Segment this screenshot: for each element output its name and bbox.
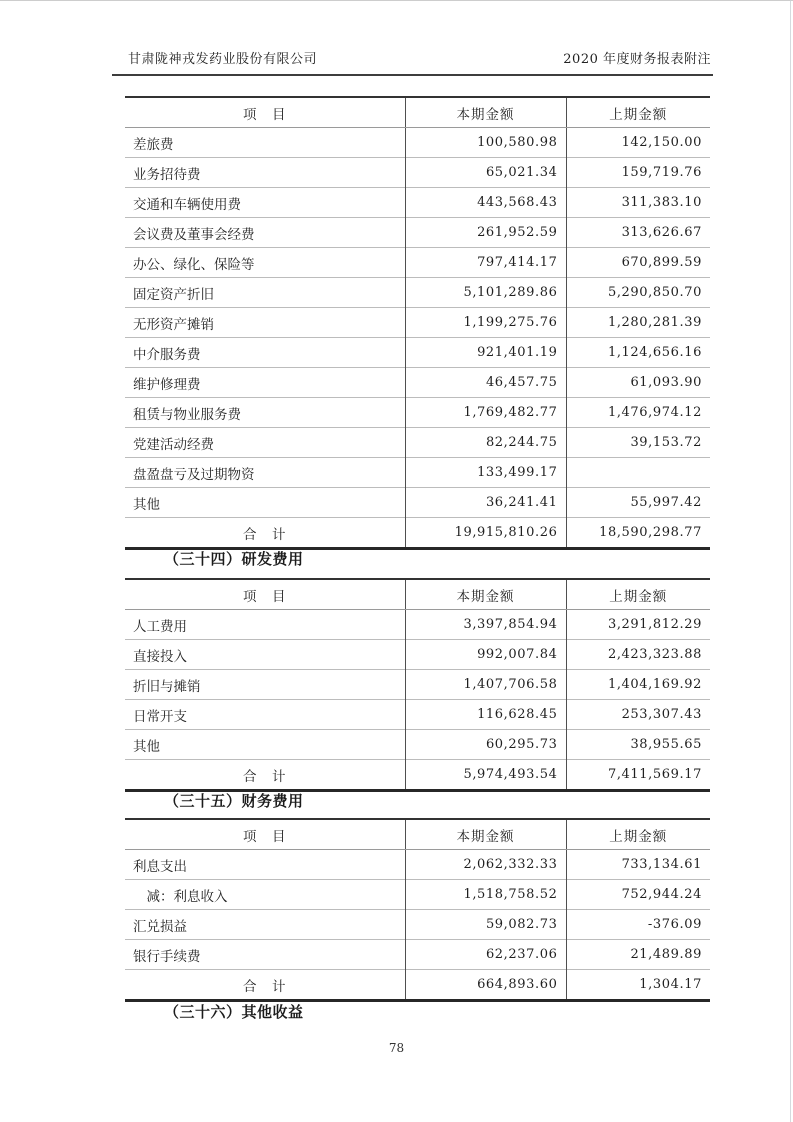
amount-current-cell: 921,401.19 (405, 338, 566, 368)
item-cell: 固定资产折旧 (125, 278, 405, 308)
item-cell: 其他 (125, 488, 405, 518)
amount-current-cell: 82,244.75 (405, 428, 566, 458)
amount-prior-cell: 752,944.24 (566, 880, 710, 910)
amount-prior-cell: 159,719.76 (566, 158, 710, 188)
table-row (125, 610, 710, 640)
amount-prior-cell: 142,150.00 (566, 128, 710, 158)
amount-prior-cell: 670,899.59 (566, 248, 710, 278)
total-label-cell: 合 计 (125, 518, 405, 549)
page-number: 78 (388, 1041, 405, 1055)
table-row (125, 700, 710, 730)
amount-current-cell: 36,241.41 (405, 488, 566, 518)
amount-prior-cell: 1,304.17 (566, 970, 710, 1001)
report-note-title: 2020 年度财务报表附注 (563, 52, 711, 67)
table-row (125, 910, 710, 940)
table-row (125, 458, 710, 488)
amount-current-cell: 1,518,758.52 (405, 880, 566, 910)
amount-prior-cell: 21,489.89 (566, 940, 710, 970)
amount-current-cell: 5,101,289.86 (405, 278, 566, 308)
amount-current-cell: 100,580.98 (405, 128, 566, 158)
column-header: 项 目 (125, 579, 405, 610)
section-heading-other-income: （三十六）其他收益 (164, 1003, 304, 1021)
item-cell: 汇兑损益 (125, 910, 405, 940)
table-row (125, 218, 710, 248)
amount-current-cell: 5,974,493.54 (405, 760, 566, 791)
table-row (125, 158, 710, 188)
item-cell: 中介服务费 (125, 338, 405, 368)
item-cell: 日常开支 (125, 700, 405, 730)
amount-current-cell: 19,915,810.26 (405, 518, 566, 549)
item-cell: 租赁与物业服务费 (125, 398, 405, 428)
item-cell: 交通和车辆使用费 (125, 188, 405, 218)
column-header: 项 目 (125, 819, 405, 850)
table-row (125, 488, 710, 518)
table-row (125, 308, 710, 338)
table-row (125, 248, 710, 278)
amount-prior-cell (566, 458, 710, 488)
amount-prior-cell: 313,626.67 (566, 218, 710, 248)
amount-current-cell: 3,397,854.94 (405, 610, 566, 640)
table-row (125, 940, 710, 970)
item-cell: 党建活动经费 (125, 428, 405, 458)
item-cell: 会议费及董事会经费 (125, 218, 405, 248)
item-cell: 业务招待费 (125, 158, 405, 188)
amount-prior-cell: 7,411,569.17 (566, 760, 710, 791)
amount-prior-cell: 1,404,169.92 (566, 670, 710, 700)
column-header: 上期金额 (566, 579, 710, 610)
column-header: 上期金额 (566, 97, 710, 128)
rnd-expense-table (125, 578, 710, 792)
item-cell: 维护修理费 (125, 368, 405, 398)
amount-prior-cell: 61,093.90 (566, 368, 710, 398)
amount-current-cell: 133,499.17 (405, 458, 566, 488)
total-label-cell: 合 计 (125, 760, 405, 791)
item-cell: 利息支出 (133, 858, 187, 875)
total-row (125, 760, 710, 791)
item-cell: 其他 (125, 730, 405, 760)
table-row (125, 278, 710, 308)
amount-current-cell: 1,199,275.76 (405, 308, 566, 338)
item-cell: 办公、绿化、保险等 (125, 248, 405, 278)
amount-current-cell: 65,021.34 (405, 158, 566, 188)
amount-prior-cell: 2,423,323.88 (566, 640, 710, 670)
scan-edge-artifact-top (0, 0, 793, 1)
amount-current-cell: 62,237.06 (405, 940, 566, 970)
table-row (125, 128, 710, 158)
item-cell: 无形资产摊销 (125, 308, 405, 338)
section-heading-financial-expense: （三十五）财务费用 (164, 792, 304, 810)
table-row (125, 188, 710, 218)
document-header (128, 48, 711, 67)
amount-prior-cell: 55,997.42 (566, 488, 710, 518)
amount-prior-cell: 311,383.10 (566, 188, 710, 218)
column-header: 本期金额 (405, 819, 566, 850)
item-cell: 折旧与摊销 (125, 670, 405, 700)
table-header-row (125, 579, 710, 610)
table-row (125, 368, 710, 398)
table-row (125, 850, 710, 880)
amount-current-cell: 116,628.45 (405, 700, 566, 730)
table-header-row (125, 819, 710, 850)
general-expense-table (125, 96, 710, 550)
amount-current-cell: 664,893.60 (405, 970, 566, 1001)
table-row (125, 398, 710, 428)
amount-current-cell: 46,457.75 (405, 368, 566, 398)
amount-prior-cell: 253,307.43 (566, 700, 710, 730)
amount-prior-cell: 733,134.61 (566, 850, 710, 880)
amount-prior-cell: 18,590,298.77 (566, 518, 710, 549)
item-cell: 差旅费 (133, 136, 174, 153)
column-header: 项 目 (125, 97, 405, 128)
amount-prior-cell: 1,280,281.39 (566, 308, 710, 338)
column-header: 本期金额 (405, 579, 566, 610)
amount-prior-cell: -376.09 (566, 910, 710, 940)
amount-prior-cell: 39,153.72 (566, 428, 710, 458)
scan-edge-artifact-right (790, 0, 791, 1122)
section-heading-rnd-expense: （三十四）研发费用 (164, 550, 304, 568)
company-name: 甘肃陇神戎发药业股份有限公司 (128, 52, 318, 67)
amount-prior-cell: 3,291,812.29 (566, 610, 710, 640)
total-row (125, 518, 710, 549)
item-cell: 银行手续费 (125, 940, 405, 970)
table-row (125, 428, 710, 458)
financial-expense-table (125, 818, 710, 1002)
amount-prior-cell: 38,955.65 (566, 730, 710, 760)
amount-prior-cell: 1,476,974.12 (566, 398, 710, 428)
total-label-cell: 合 计 (125, 970, 405, 1001)
total-row (125, 970, 710, 1001)
table-row (125, 670, 710, 700)
column-header: 本期金额 (405, 97, 566, 128)
item-cell: 减：利息收入 (125, 880, 405, 910)
column-header: 上期金额 (566, 819, 710, 850)
table-row (125, 640, 710, 670)
table-row (125, 730, 710, 760)
header-rule (112, 74, 713, 76)
amount-current-cell: 2,062,332.33 (405, 850, 566, 880)
amount-current-cell: 1,407,706.58 (405, 670, 566, 700)
amount-current-cell: 992,007.84 (405, 640, 566, 670)
amount-current-cell: 59,082.73 (405, 910, 566, 940)
amount-current-cell: 60,295.73 (405, 730, 566, 760)
table-header-row (125, 97, 710, 128)
table-row (125, 338, 710, 368)
amount-prior-cell: 1,124,656.16 (566, 338, 710, 368)
amount-current-cell: 797,414.17 (405, 248, 566, 278)
amount-prior-cell: 5,290,850.70 (566, 278, 710, 308)
item-cell: 盘盈盘亏及过期物资 (125, 458, 405, 488)
table-row (125, 880, 710, 910)
item-cell: 人工费用 (133, 618, 187, 635)
item-cell: 直接投入 (125, 640, 405, 670)
amount-current-cell: 1,769,482.77 (405, 398, 566, 428)
amount-current-cell: 261,952.59 (405, 218, 566, 248)
amount-current-cell: 443,568.43 (405, 188, 566, 218)
